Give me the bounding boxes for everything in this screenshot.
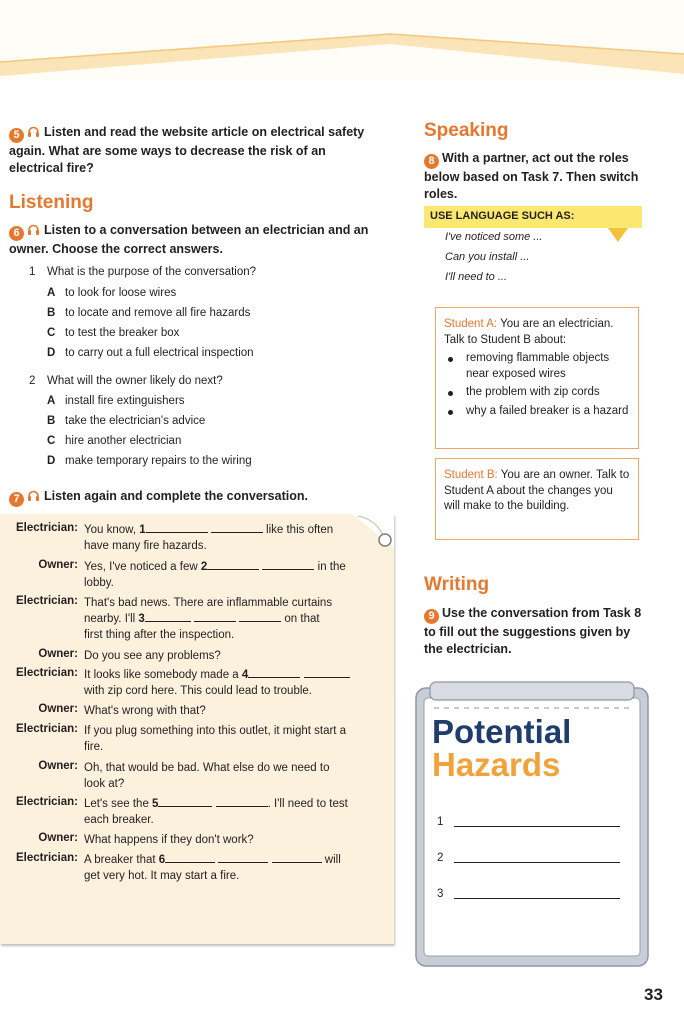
top-band <box>0 0 684 80</box>
speaker-label: Electrician: <box>16 852 78 864</box>
option-1c[interactable]: C to test the breaker box <box>47 327 180 339</box>
conversation-line-5: It looks like somebody made a 4 with zip cord here. This could lead to trouble. <box>84 667 384 699</box>
task-text: With a partner, act out the roles below based on Task 7. Then switch roles. <box>424 151 639 201</box>
task-text: Listen again and complete the conversation. <box>44 489 308 503</box>
conversation-line-1: You know, 1 like this often have many fire hazards. <box>84 524 334 552</box>
section-title-listening: Listening <box>9 192 94 213</box>
answer-blank[interactable] <box>158 796 212 807</box>
headphones-icon <box>27 488 40 502</box>
conversation-line-7: If you plug something into this outlet, it might start a fire. <box>84 725 347 753</box>
form-answer-line[interactable] <box>454 826 620 827</box>
question-2: 2 What will the owner likely do next? <box>29 375 223 387</box>
task-number-badge: 5 <box>9 128 24 143</box>
bullet-item: why a failed breaker is a hazard <box>444 404 630 420</box>
task-5 <box>9 124 369 176</box>
headphones-icon <box>27 124 40 138</box>
conversation-line-9: Let's see the 5 . I'll need to test each breaker. <box>84 798 348 826</box>
conversation-line-8: Oh, that would be bad. What else do we need to look at? <box>84 762 330 790</box>
option-2c[interactable]: C hire another electrician <box>47 435 182 447</box>
answer-blank[interactable] <box>146 522 208 533</box>
bullet-item: the problem with zip cords <box>444 385 630 401</box>
speaker-label: Electrician: <box>16 595 78 607</box>
use-language-item: I'll need to ... <box>445 271 508 283</box>
conversation-line-2: Yes, I've noticed a few 2 in the lobby. <box>84 561 346 589</box>
bullet-item: removing flammable objects near exposed wires <box>444 351 630 382</box>
option-1d[interactable]: D to carry out a full electrical inspection <box>47 347 254 359</box>
option-2d[interactable]: D make temporary repairs to the wiring <box>47 455 252 467</box>
use-language-flag <box>604 206 642 244</box>
speaker-label: Electrician: <box>16 667 78 679</box>
answer-blank[interactable] <box>248 667 300 678</box>
student-b-label: Student B: <box>444 469 498 481</box>
task-text: Listen and read the website article on electrical safety again. What are some ways to decrease the risk of an electrical fire? <box>9 125 365 175</box>
conversation-line-11: A breaker that 6 will get very hot. It may start a fire. <box>84 854 341 882</box>
task-number-badge: 7 <box>9 492 24 507</box>
use-language-item: I've noticed some ... <box>445 231 543 243</box>
option-2a[interactable]: A install fire extinguishers <box>47 395 185 407</box>
task-text: Listen to a conversation between an electrician and an owner. Choose the correct answers. <box>9 223 369 256</box>
speaker-label: Owner: <box>38 559 78 571</box>
form-title-potential: Potential <box>432 713 572 750</box>
use-language-heading: USE LANGUAGE SUCH AS: <box>424 206 642 228</box>
form-line-number: 2 <box>437 852 444 864</box>
task-number-badge: 9 <box>424 609 439 624</box>
conversation-line-10: What happens if they don't work? <box>84 834 254 846</box>
answer-blank[interactable] <box>218 852 268 863</box>
section-title-writing: Writing <box>424 574 490 595</box>
answer-blank[interactable] <box>207 559 259 570</box>
option-2b[interactable]: B take the electrician's advice <box>47 415 206 427</box>
answer-blank[interactable] <box>216 796 268 807</box>
task-number-badge: 8 <box>424 154 439 169</box>
answer-blank[interactable] <box>272 852 322 863</box>
answer-blank[interactable] <box>211 522 263 533</box>
form-title-hazards: Hazards <box>432 746 561 783</box>
speaker-label: Electrician: <box>16 796 78 808</box>
student-a-card: Student A: You are an electrician. Talk to Student B about: removing flammable objects near exposed wires the problem with zip cords why a failed breaker is a hazard <box>435 307 639 449</box>
form-line-number: 1 <box>437 816 444 828</box>
answer-blank[interactable] <box>262 559 314 570</box>
question-1: 1 What is the purpose of the conversation? <box>29 266 257 278</box>
speaker-label: Owner: <box>38 760 78 772</box>
form-answer-line[interactable] <box>454 862 620 863</box>
answer-blank[interactable] <box>165 852 215 863</box>
task-number-badge: 6 <box>9 226 24 241</box>
form-line-number: 3 <box>437 888 444 900</box>
headphones-icon <box>27 222 40 236</box>
task-9 <box>424 605 644 657</box>
option-1b[interactable]: B to locate and remove all fire hazards <box>47 307 251 319</box>
answer-blank[interactable] <box>194 611 236 622</box>
answer-blank[interactable] <box>304 667 350 678</box>
page-number: 33 <box>644 985 663 1004</box>
task-6 <box>9 222 369 258</box>
conversation-line-4: Do you see any problems? <box>84 650 221 662</box>
conversation-line-3: That's bad news. There are inflammable curtains nearby. I'll 3 on that first thing after the inspection. <box>84 597 333 641</box>
speaker-label: Electrician: <box>16 522 78 534</box>
task-8 <box>424 150 649 202</box>
form-answer-line[interactable] <box>454 898 620 899</box>
answer-blank[interactable] <box>239 611 281 622</box>
speaker-label: Owner: <box>38 832 78 844</box>
section-title-speaking: Speaking <box>424 120 509 141</box>
option-1a[interactable]: A to look for loose wires <box>47 287 177 299</box>
conversation-line-6: What's wrong with that? <box>84 705 206 717</box>
student-b-card: Student B: You are an owner. Talk to Student A about the changes you will make to the building. <box>435 458 639 540</box>
speaker-label: Electrician: <box>16 723 78 735</box>
answer-blank[interactable] <box>145 611 191 622</box>
speaker-label: Owner: <box>38 703 78 715</box>
task-text: Use the conversation from Task 8 to fill out the suggestions given by the electrician. <box>424 606 642 656</box>
use-language-item: Can you install ... <box>445 251 530 263</box>
student-a-label: Student A: <box>444 318 498 330</box>
task-7 <box>9 488 389 507</box>
speaker-label: Owner: <box>38 648 78 660</box>
